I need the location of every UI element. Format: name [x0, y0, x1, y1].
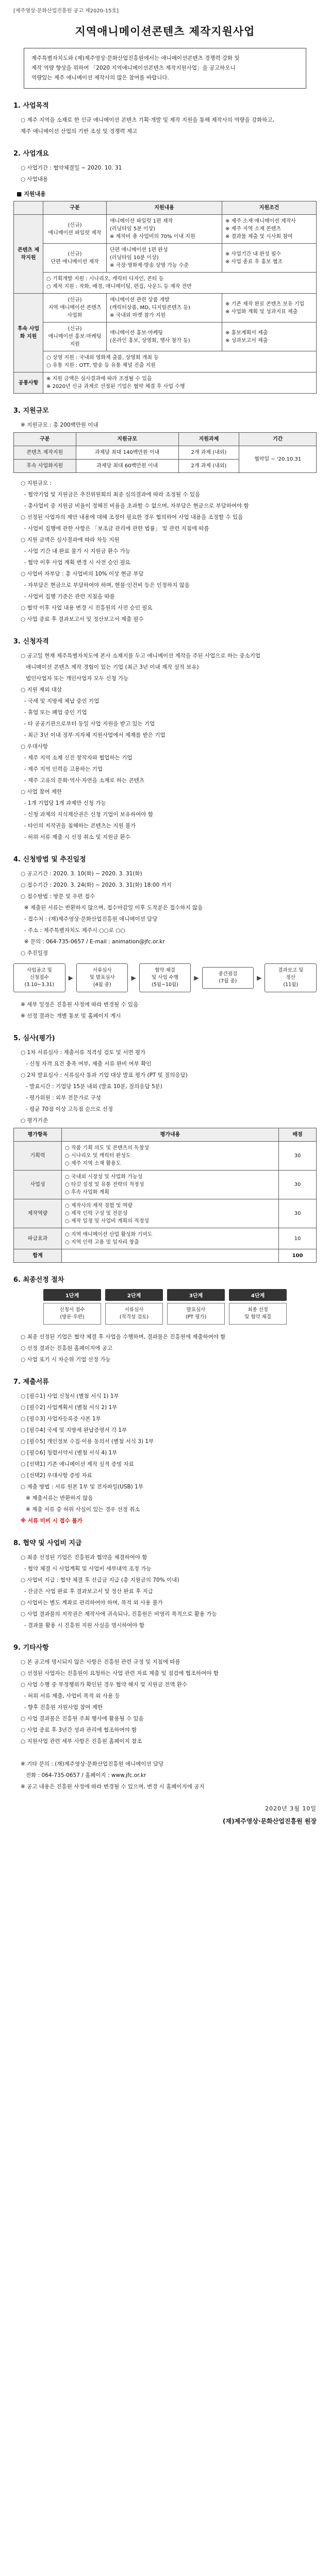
section-title-eligibility: 3. 신청자격 [13, 638, 49, 646]
table-cell-kind: (신규) 지역 애니메이션 콘텐츠 사업화 [43, 294, 107, 323]
table-cell: 100 [279, 1249, 317, 1263]
eligibility-notes [13, 651, 317, 842]
text-line: - 협약 체결 시 사업계획 및 사업비 세부내역 조정 가능 [21, 1566, 152, 1572]
text-line: - 1개 기업당 1개 과제만 신청 가능 [21, 800, 106, 806]
text-line: ○ 1차 서류심사 : 제출서류 적격성 검토 및 서면 평가 [21, 1049, 146, 1056]
intro-line: 역량있는 제주 애니메이션 제작사의 많은 참여를 바랍니다. [31, 75, 169, 81]
table-cell: ○ 국내외 시장성 및 사업화 가능성 ○ 타깃 설정 및 유통 전략의 적정성 ○ 후속 사업화 계획 [62, 1171, 279, 1199]
schedule-flow [13, 963, 317, 992]
notice-number: [제주영상·문화산업진흥원 공고 제2020-15호] [13, 8, 119, 14]
text-line: ○ 사업 결과물의 저작권은 제작사에 귀속되나, 진흥원은 비영리 목적으로 활용 가능 [21, 1611, 217, 1617]
text-line: - 허위 서류 제출 시 선정 취소 및 지원금 환수 [21, 834, 130, 840]
text-line: ○ 지원 금액은 심사결과에 따라 차등 지원 [21, 537, 120, 543]
table-cell: 제작역량 [14, 1199, 62, 1228]
text-line: ○ 지원 제외 대상 [21, 687, 62, 693]
selection-step-title: 1단계 [43, 1289, 101, 1301]
agreement-notes [13, 1552, 317, 1631]
evaluation-table-wrap [13, 1128, 317, 1263]
text-line: ※ 지원규모 : 총 200백만원 이내 [21, 422, 98, 428]
intro-box [24, 48, 306, 89]
arrow-right-icon: ▶ [194, 974, 199, 981]
text-line: - 허위 서류 제출, 사업비 목적 외 사용 등 [21, 1693, 120, 1699]
table-cell: 사업성 [14, 1171, 62, 1199]
table-cell: 합계 [14, 1249, 62, 1263]
table-cell-content: ※ 지원 금액은 심사결과에 따라 조정될 수 있음 ※ 2020년 신규 과제로 선정된 기업은 협약 체결 후 사업 수행 [43, 372, 317, 394]
section-title-purpose: 1. 사업목적 [13, 102, 49, 110]
table-row [14, 1142, 317, 1171]
text-line: ※ 제출된 서류는 반환하지 않으며, 접수마감일 이후 도착분은 접수하지 않음 [21, 905, 203, 911]
table-row [14, 1199, 317, 1228]
text-line: ○ 사업내용 [21, 176, 48, 182]
page-title: 지역애니메이션콘텐츠 제작지원사업 [75, 25, 255, 38]
table-header: 지원내용 [107, 201, 222, 215]
table-row [14, 323, 317, 351]
scale-table-wrap [13, 432, 317, 473]
table-header: 지원규모 [76, 433, 178, 446]
text-line: ○ 최종 선정된 기업은 진흥원과 협약을 체결하여야 함 [21, 1554, 147, 1561]
text-line: ○ [필수2] 사업계획서 (별첨 서식 2) 1부 [21, 1404, 118, 1411]
table-header: 평가항목 [14, 1128, 62, 1142]
text-line: ○ 선정 결과는 진흥원 홈페이지에 공고 [21, 1345, 112, 1351]
text-line: - 신청 과제의 지식재산권은 신청 기업이 보유하여야 함 [21, 811, 153, 818]
text-line: ○ 공고기간 : 2020. 3. 10(화) ~ 2020. 3. 31(화) [21, 871, 142, 877]
sub-title-support: ■ 지원내용 [16, 191, 46, 197]
table-cell: ○ 작품 기획 의도 및 콘텐츠의 독창성 ○ 시나리오 및 캐릭터 완성도 ○ 제주 지역 소재 활용도 [62, 1142, 279, 1171]
table-header: 구분 [14, 433, 76, 446]
table-cell-kind: (신규) 애니메이션 파일럿 제작 [43, 215, 107, 244]
table-cell: 콘텐츠 제작지원 [14, 446, 76, 460]
table-cell-condition: ※ 제주 소재 애니메이션 제작사 ※ 제주 지역 소재 콘텐츠 ※ 결과물 제출 및 시사회 참여 [222, 215, 317, 244]
section-title-overview: 2. 사업개요 [13, 150, 49, 158]
arrow-right-icon: ▶ [131, 974, 136, 981]
text-line: ※ 문의 : 064-735-0657 / E-mail : animation@jfc.or.kr [21, 939, 165, 945]
text-line: ○ 사업비 지급 : 협약 체결 후 선급금 지급 (총 지원금의 70% 이내) [21, 1577, 179, 1583]
table-cell-kind: (신규) 단편 애니메이션 제작 [43, 244, 107, 273]
support-table [13, 201, 317, 394]
table-cell: 과제당 최대 60백만원 이내 [76, 460, 178, 473]
text-line: ※ 제출 서류 중 허위 사실이 있는 경우 선정 취소 [21, 1506, 140, 1513]
text-line: ○ 제출 방법 : 서류 원본 1부 및 전자파일(USB) 1부 [21, 1484, 143, 1490]
text-line: - 사업비 집행에 관한 사항은 「보조금 관리에 관한 법률」 및 관련 지침에 따름 [21, 526, 209, 532]
section-title-agreement: 8. 협약 및 사업비 지급 [13, 1539, 82, 1547]
text-line: - 국세 및 지방세 체납 중인 기업 [21, 698, 100, 704]
text-line: 법인사업자 또는 개인사업자 모두 신청 가능 [21, 675, 129, 682]
table-header: 지원조건 [222, 201, 317, 215]
table-cell-content: 애니메이션 홍보·마케팅 (온라인 홍보, 상영회, 행사 참가 등) [107, 323, 222, 351]
arrow-right-icon: ▶ [257, 974, 262, 981]
selection-step-title: 2단계 [105, 1289, 163, 1301]
evaluation-table [13, 1128, 317, 1263]
table-row [14, 294, 317, 323]
selection-step [43, 1289, 101, 1325]
table-row [14, 215, 317, 244]
support-table-wrap [13, 201, 317, 394]
table-cell-kind: (신규) 애니메이션 홍보·마케팅 지원 [43, 323, 107, 351]
text-line: ○ 우대사항 [21, 743, 48, 750]
text-line: ※ 선정 결과는 개별 통보 및 홈페이지 게시 [21, 1013, 121, 1019]
section-title-selection: 6. 최종선정 절차 [13, 1276, 64, 1284]
text-line: - 향후 진흥원 지원사업 참여 제한 [21, 1704, 103, 1710]
text-line: ○ 최종 선정된 기업은 협약 체결 후 사업을 수행하며, 결과물은 진흥원에 제출하여야 함 [21, 1334, 226, 1340]
text-line: - 제주 지역 소재 신진 창작자와 협업하는 기업 [21, 755, 133, 761]
intro-line: 제작 역량 향상을 위하여 「2020 지역애니메이션콘텐츠 제작지원사업」을 공고하오니 [31, 65, 236, 71]
flow-step: 서류심사 및 발표심사 (4월 중) [76, 963, 128, 992]
table-cell-content: 애니메이션 관련 상품 개발 (캐릭터상품, MD, 디지털콘텐츠 등) ※ 국내외 마켓 참가 지원 [107, 294, 222, 323]
table-header: 구분 [43, 201, 107, 215]
text-line: ○ 추진일정 [21, 950, 48, 956]
table-cell: 후속 사업화지원 [14, 460, 76, 473]
table-cell [62, 1249, 279, 1263]
table-header: 평가내용 [62, 1128, 279, 1142]
text-line: ○ [필수1] 사업 신청서 (별첨 서식 1) 1부 [21, 1393, 119, 1399]
text-line: - 타인의 저작권을 침해하는 콘텐츠는 지원 불가 [21, 823, 136, 829]
text-line: ○ 접수기간 : 2020. 3. 24(화) ~ 2020. 3. 31(화) 18:00 까지 [21, 882, 172, 888]
text-line: - 결과물 활용 시 진흥원 지원 사실을 명시하여야 함 [21, 1622, 145, 1629]
section-title-misc: 9. 기타사항 [13, 1644, 49, 1652]
section-title-scale: 3. 지원규모 [13, 407, 49, 415]
table-row [14, 372, 317, 394]
text-line: - 신청 자격 요건 충족 여부, 제출 서류 완비 여부 확인 [21, 1061, 152, 1067]
table-cell: 10 [279, 1228, 317, 1249]
misc-notes [13, 1657, 317, 1792]
support-table-body [14, 215, 317, 394]
table-cell-group: 콘텐츠 제작지원 [14, 215, 43, 294]
scale-table [13, 432, 317, 473]
text-line: ※ 기타 문의 : (재)제주영상·문화산업진흥원 애니메이션 담당 [21, 1761, 164, 1767]
text-line: 전화 : 064-735-0657 / 홈페이지 : www.jfc.or.kr [21, 1772, 146, 1778]
text-line: - 제주 고유의 문화·역사·자연을 소재로 하는 콘텐츠 [21, 777, 145, 784]
text-line: - 사업비 집행 기준은 관련 지침을 따름 [21, 594, 115, 600]
text-line: ○ 2차 발표심사 : 서류심사 통과 기업 대상 발표 평가 (PT 및 질의응답) [21, 1072, 188, 1078]
table-cell: 30 [279, 1142, 317, 1171]
selection-step [167, 1289, 225, 1325]
selection-step-body: 발표심사 (PT 평가) [167, 1303, 225, 1325]
text-line: ○ 사업기간 : 협약체결일 ~ 2020. 10. 31 [21, 165, 122, 171]
text-line: - 최근 3년 이내 정부·지자체 지원사업에서 제재를 받은 기업 [21, 732, 166, 738]
text-line: ※ 공고 내용은 진흥원 사정에 따라 변경될 수 있으며, 변경 시 홈페이지에 공지 [21, 1784, 205, 1790]
text-line [13, 1748, 317, 1758]
table-row [14, 351, 317, 372]
table-row [14, 244, 317, 273]
table-header [14, 201, 43, 215]
text-line: - 평균 70점 이상 고득점 순으로 선정 [21, 1106, 113, 1112]
text-line: ○ 사업 참여 제한 [21, 789, 62, 795]
table-cell-condition: ※ 사업기간 내 완성 필수 ※ 사업 종료 후 홍보 협조 [222, 244, 317, 273]
flow-step: 협약 체결 및 사업 수행 (5월~10월) [139, 963, 191, 992]
text-line: ○ 본 공고에 명시되지 않은 사항은 진흥원 관련 규정 및 지침에 따름 [21, 1659, 180, 1665]
selection-step-title: 4단계 [229, 1289, 287, 1301]
flow-step: 결과보고 및 정산 (11월) [265, 963, 317, 992]
text-line: - 자부담은 현금으로 부담하여야 하며, 현물·인건비 등은 인정하지 않음 [21, 582, 190, 588]
table-cell-content: 단편 애니메이션 1편 완성 (러닝타임 10분 이상) ※ 극장·영화제·방송 상영 가능 수준 [107, 244, 222, 273]
section-title-evaluation: 5. 심사(평가) [13, 1035, 55, 1042]
text-line: ○ 사업 종료 후 3년간 성과 관리에 협조하여야 함 [21, 1727, 137, 1733]
text-line: ※ 제출서류는 반환하지 않음 [21, 1495, 93, 1501]
table-row [14, 1171, 317, 1199]
selection-step [229, 1289, 287, 1325]
text-line: - 사업 기간 내 완료 불가 시 지원금 환수 가능 [21, 548, 130, 554]
table-cell-content: ○ 기획개발 지원 : 시나리오, 캐릭터 디자인, 콘티 등 ○ 제작 지원 : 작화, 배경, 애니메이팅, 편집, 사운드 등 제작 전반 [43, 273, 317, 294]
text-line: ○ [필수6] 청렴서약서 (별첨 서식 4) 1부 [21, 1450, 118, 1456]
evaluation-notes [13, 1047, 317, 1126]
text-line: ○ 지원사업 관련 세부 사항은 진흥원 홈페이지 참조 [21, 1738, 142, 1744]
text-line: ○ 사업비는 별도 계좌로 관리하여야 하며, 목적 외 사용 불가 [21, 1600, 163, 1606]
table-cell: 파급효과 [14, 1228, 62, 1249]
intro-line: 제주특별자치도와 (재)제주영상·문화산업진흥원에서는 애니메이션콘텐츠 경쟁력 강화 및 [31, 55, 240, 61]
text-line: ○ 선정된 사업자의 제안 내용에 대해 조정이 필요한 경우 협의하여 사업 내용을 조정할 수 있음 [21, 514, 243, 520]
selection-step [105, 1289, 163, 1325]
table-cell-condition: ※ 기존 제작 완료 콘텐츠 보유 기업 ※ 사업화 계획 및 성과지표 제출 [222, 294, 317, 323]
text-line: - 주소 : 제주특별자치도 제주시 ○○로 ○○ [21, 927, 125, 934]
text-line: ○ 선정된 사업자는 진흥원이 요청하는 사업 관련 자료 제출 및 점검에 협조하여야 함 [21, 1670, 219, 1676]
text-line: ○ 제주 지역을 소재로 한 신규 애니메이션 콘텐츠 기획·개발 및 제작 지원을 통해 제작사의 역량을 강화하고, [21, 117, 274, 123]
table-cell: 협약일 ~ '20.10.31 [239, 446, 317, 473]
table-cell: ○ 지역 애니메이션 산업 활성화 기여도 ○ 지역 인력 고용 및 일자리 창출 [62, 1228, 279, 1249]
text-line: - 발표시간 : 기업당 15분 내외 (발표 10분, 질의응답 5분) [21, 1083, 162, 1090]
text-line: ○ 사업 포기 시 차순위 기업 선정 가능 [21, 1357, 111, 1363]
table-row [14, 446, 317, 460]
notice-date: 2020년 3월 10일 [265, 1805, 317, 1812]
table-cell-group: 공통사항 [14, 372, 43, 394]
flow-step: 사업공고 및 신청접수 (3.10~3.31) [13, 963, 65, 992]
selection-step-body: 서류심사 (적격성 검토) [105, 1303, 163, 1325]
documents-list [13, 1391, 317, 1515]
text-line: ○ 사업 종료 후 결과보고서 및 정산보고서 제출 필수 [21, 616, 144, 622]
text-line: - 잔금은 사업 완료 후 결과보고서 및 정산 완료 후 지급 [21, 1588, 153, 1595]
table-cell: 과제당 최대 140백만원 이내 [76, 446, 178, 460]
text-line: ○ [필수4] 국세 및 지방세 완납증명서 각 1부 [21, 1427, 127, 1433]
text-line: - 제주 지역 인력을 고용하는 기업 [21, 766, 103, 772]
selection-step-title: 3단계 [167, 1289, 225, 1301]
text-line: - 휴업 또는 폐업 중인 기업 [21, 709, 87, 716]
table-header: 지원과제 [178, 433, 239, 446]
text-line: ○ [필수3] 사업자등록증 사본 1부 [21, 1416, 101, 1422]
text-line: ○ 사업 결과물은 진흥원 주최 행사에 활용될 수 있음 [21, 1716, 144, 1722]
table-cell: 기획력 [14, 1142, 62, 1171]
table-cell-content: 애니메이션 파일럿 1편 제작 (러닝타임 5분 이상) ※ 제작비 총 사업비의 70% 이내 지원 [107, 215, 222, 244]
table-row [14, 1228, 317, 1249]
text-line: - 총사업비 중 지원금 비율이 정해진 비율을 초과할 수 없으며, 자부담은 현금으로 부담하여야 함 [21, 503, 249, 509]
issuing-organization: (재)제주영상·문화산업진흥원 원장 [223, 1818, 317, 1825]
text-line: - 접수처 : (재)제주영상·문화산업진흥원 애니메이션 담당 [21, 916, 158, 922]
flow-step: 중간점검 (7월 중) [202, 967, 254, 989]
selection-steps [13, 1289, 317, 1325]
table-row [14, 273, 317, 294]
table-cell-content: ○ 상영 지원 : 국내외 영화제 출품, 상영회 개최 등 ○ 유통 지원 : OTT, 방송 등 유통 채널 진출 지원 [43, 351, 317, 372]
table-cell: 2개 과제 (내외) [178, 460, 239, 473]
selection-step-body: 신청서 접수 (방문·우편) [43, 1303, 101, 1325]
text-line: - 타 공공기관으로부터 동일 사업 지원을 받고 있는 기업 [21, 721, 155, 727]
table-cell-condition: ※ 홍보계획서 제출 ※ 성과보고서 제출 [222, 323, 317, 351]
table-cell: 2개 과제 (내외) [178, 446, 239, 460]
text-line: ○ [필수5] 개인정보 수집·이용 동의서 (별첨 서식 3) 1부 [21, 1438, 154, 1445]
text-line: ○ 지원규모 : [21, 480, 52, 486]
table-cell: 30 [279, 1199, 317, 1228]
application-notes [13, 869, 317, 947]
text-line: 제주 애니메이션 산업의 기반 조성 및 경쟁력 제고 [21, 128, 138, 134]
text-line: ※ 세부 일정은 진흥원 사정에 따라 변경될 수 있음 [21, 1002, 139, 1008]
text-line: ○ [선택1] 기존 애니메이션 제작 실적 증빙 자료 [21, 1461, 134, 1467]
text-line: ○ 사업비 자부담 : 총 사업비의 10% 이상 현금 부담 [21, 571, 144, 577]
text-line: - 협약 이후 사업 계획 변경 시 사전 승인 필요 [21, 560, 130, 566]
section-title-application: 4. 신청방법 및 추진일정 [13, 856, 86, 863]
text-line: ○ 사업 수행 중 부정행위가 확인된 경우 협약 해지 및 지원금 전액 환수 [21, 1682, 188, 1688]
table-header: 기간 [239, 433, 317, 446]
warning-text: ※ 서류 미비 시 접수 불가 [21, 1518, 82, 1524]
text-line: ○ [선택2] 우대사항 증빙 자료 [21, 1472, 92, 1479]
text-line: ○ 평가기준 [21, 1117, 48, 1124]
scale-notes [13, 478, 317, 624]
selection-step-body: 최종 선정 및 협약 체결 [229, 1303, 287, 1325]
text-line: ○ 협약 이후 사업 내용 변경 시 진흥원의 사전 승인 필요 [21, 605, 153, 611]
text-line: ○ 접수방법 : 방문 및 우편 접수 [21, 893, 95, 900]
text-line: - 평가위원 : 외부 전문가로 구성 [21, 1095, 101, 1101]
table-row [14, 1249, 317, 1263]
text-line: 애니메이션 콘텐츠 제작 경험이 있는 기업 (최근 3년 이내 제작 실적 보유) [21, 664, 199, 670]
selection-notes [13, 1332, 317, 1365]
section-title-documents: 7. 제출서류 [13, 1378, 49, 1386]
text-line: ○ 공고일 현재 제주특별자치도에 본사 소재지를 두고 애니메이션 제작을 주된 사업으로 하는 중소기업 [21, 653, 261, 659]
table-cell-group: 후속 사업화 지원 [14, 294, 43, 372]
table-header: 배점 [279, 1128, 317, 1142]
text-line: - 협약기업 및 지원금은 추진위원회의 최종 심의결과에 따라 조정될 수 있음 [21, 492, 201, 498]
table-cell: 30 [279, 1171, 317, 1199]
arrow-right-icon: ▶ [68, 974, 73, 981]
schedule-notes [13, 999, 317, 1021]
table-cell: ○ 제작사의 제작 경험 및 역량 ○ 제작 인력 구성 및 전문성 ○ 제작 일정 및 사업비 계획의 적정성 [62, 1199, 279, 1228]
